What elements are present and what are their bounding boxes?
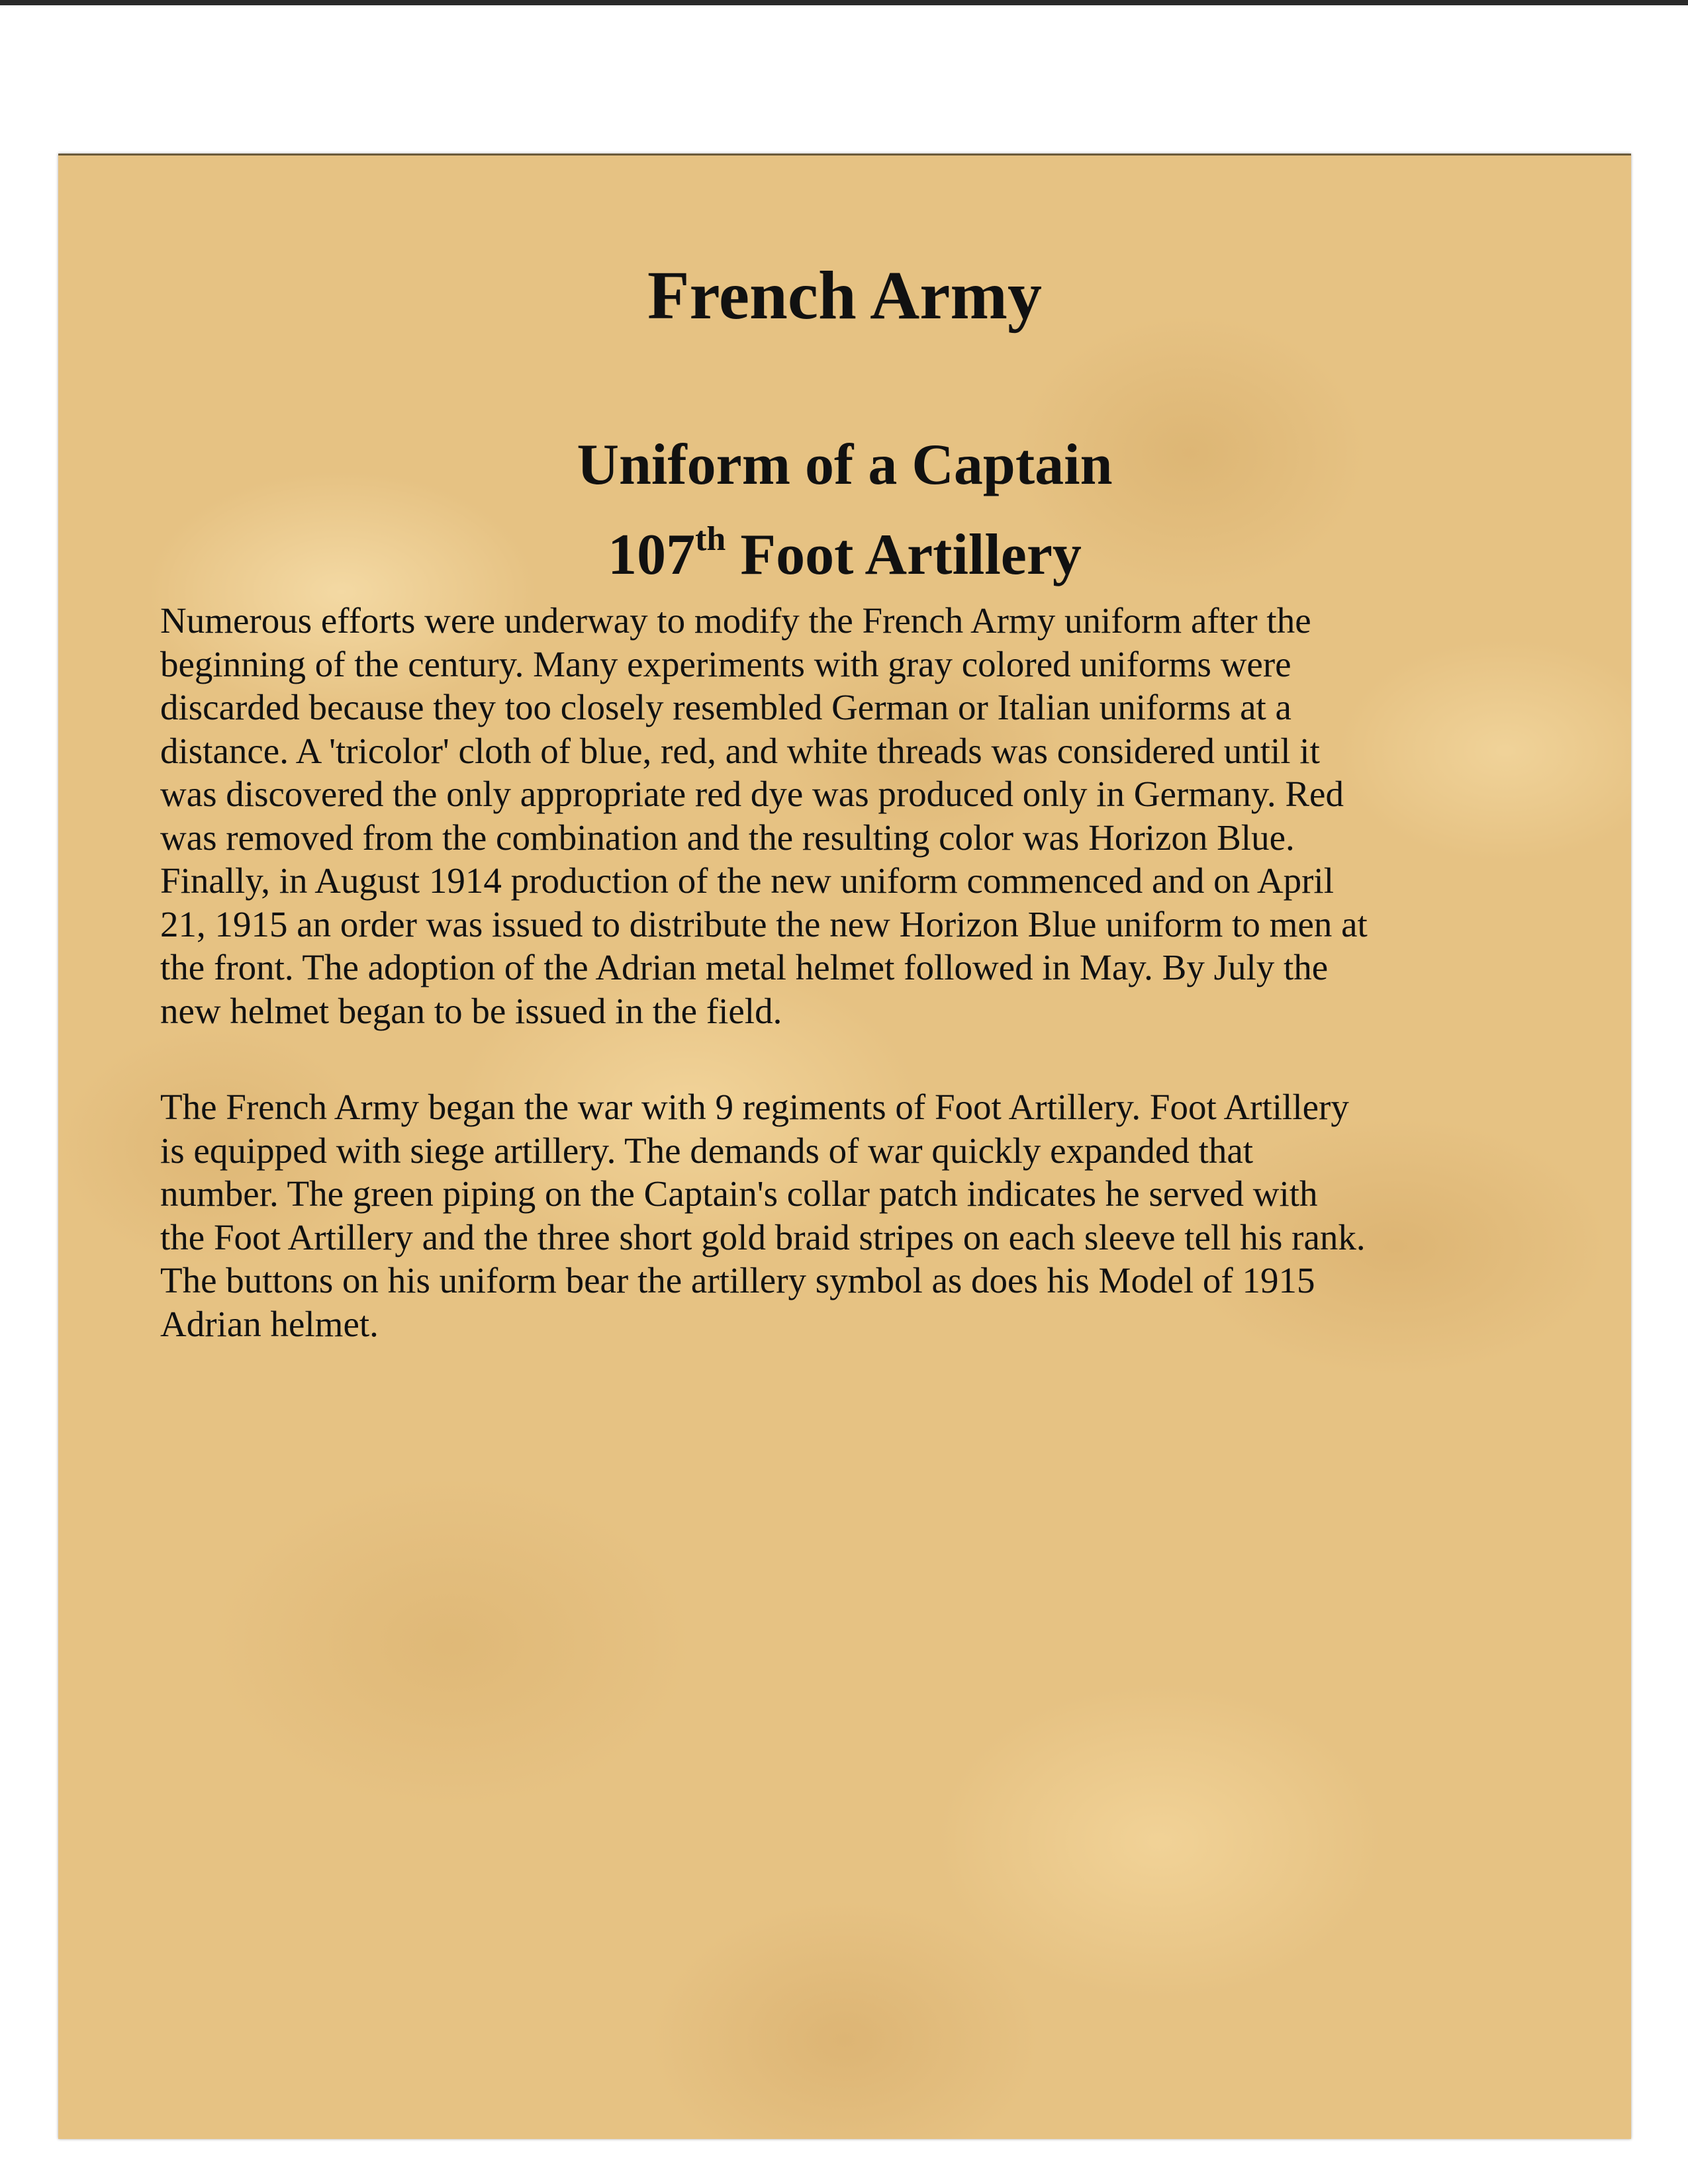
subtitle-line-1: Uniform of a Captain — [577, 433, 1113, 497]
parchment-sheet — [58, 154, 1631, 2139]
document-subtitle — [58, 420, 1631, 608]
ordinal-suffix: th — [695, 520, 726, 558]
document-title: French Army — [647, 257, 1042, 334]
regiment-name: Foot Artillery — [726, 523, 1082, 587]
paragraph-uniform-history: Numerous efforts were underway to modify the French Army uniform after the beginning of the century. Many experiments with gray colored uniforms were discarded because they too closely resembled German or Italian uniforms at a distance. A 'tricolor' cloth of blue, red, and white threads was considered until it was discovered the only appropriate red dye was produced only in Germany. Red was removed from the combination and the resulting color was Horizon Blue. Finally, in August 1914 production of the new uniform commenced and on April 21, 1915 an order was issued to distribute the new Horizon Blue uniform to men at the front. The adoption of the Adrian metal helmet followed in May. By July the new helmet began to be issued in the field. — [160, 600, 1368, 1031]
subtitle-line-2 — [58, 510, 1631, 608]
regiment-number: 107 — [608, 523, 696, 587]
paragraph-foot-artillery: The French Army began the war with 9 regiments of Foot Artillery. Foot Artillery is equipped with siege artillery. The demands of war quickly expanded that number. The green piping on the Captain's collar patch indicates he served with the Foot Artillery and the three short gold braid stripes on each sleeve tell his rank. The buttons on his uniform bear the artillery symbol as does his Model of 1915 Adrian helmet. — [160, 1087, 1366, 1344]
scan-edge — [0, 0, 1688, 5]
